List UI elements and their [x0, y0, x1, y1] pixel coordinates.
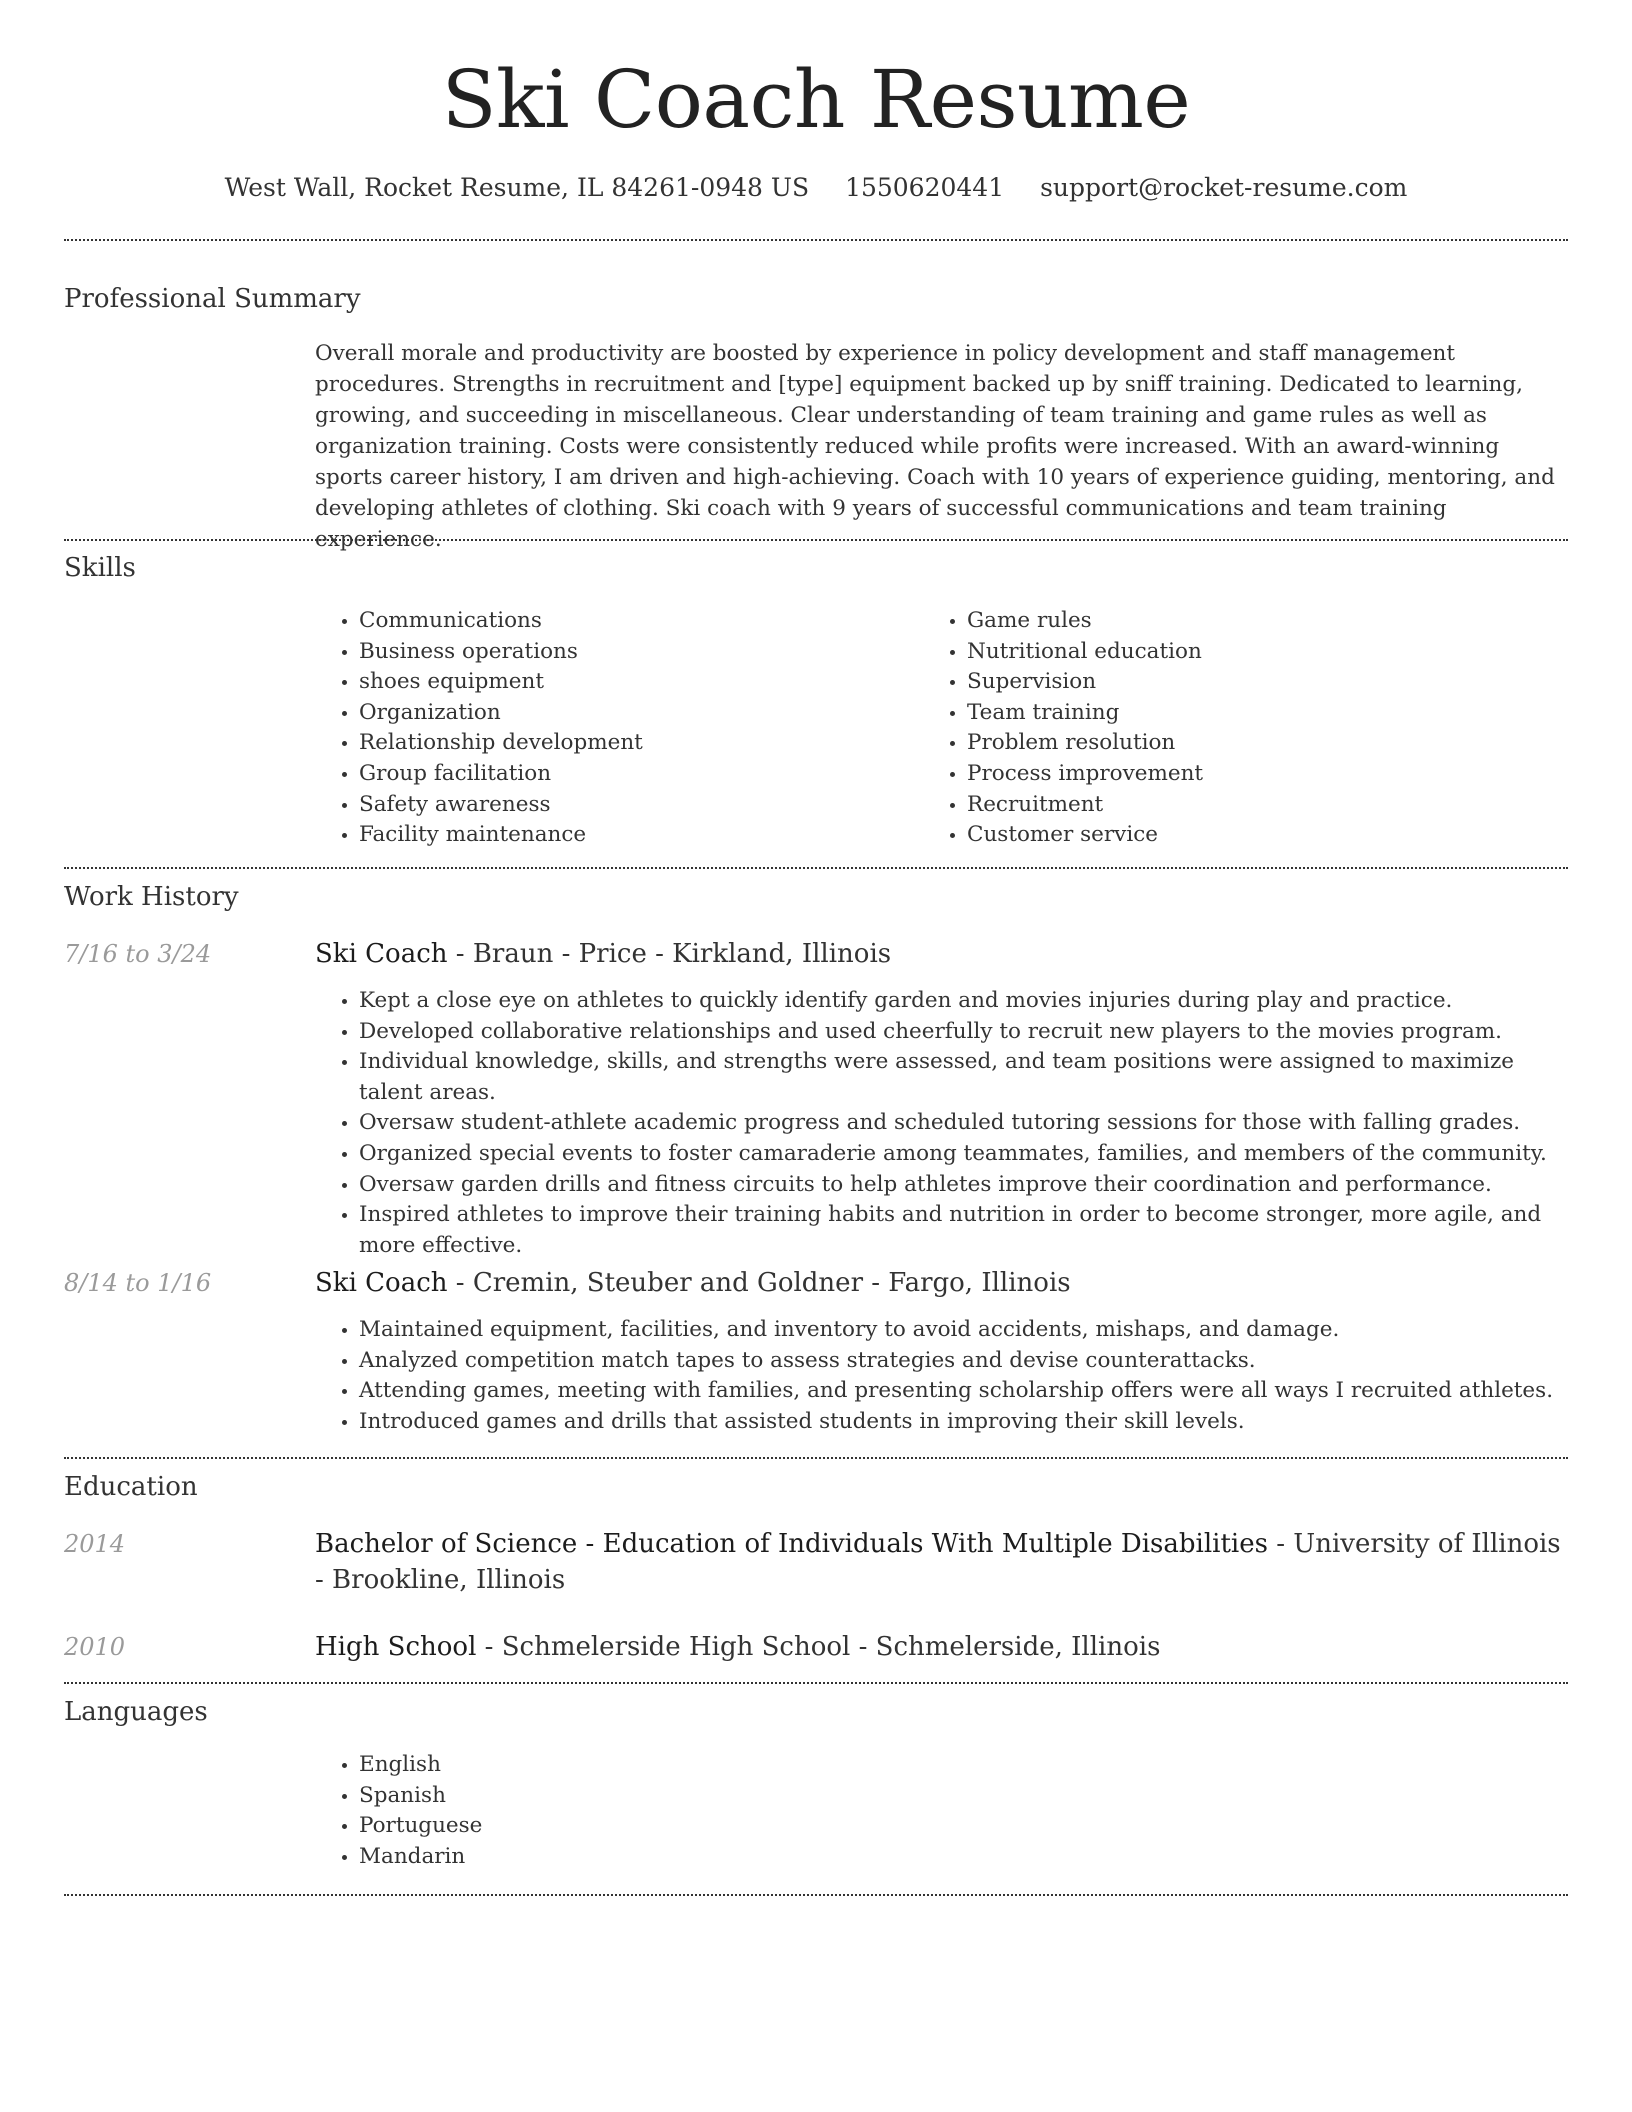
- section-divider: [64, 1894, 1568, 1896]
- list-item: • Problem resolution: [967, 728, 1483, 759]
- education-year: 2014: [64, 1530, 126, 1558]
- contact-address: West Wall, Rocket Resume, IL 84261-0948 US: [224, 173, 810, 202]
- job-dates: 8/14 to 1/16: [64, 1269, 212, 1297]
- job-dates: 7/16 to 3/24: [64, 940, 212, 968]
- section-divider: [64, 539, 1568, 541]
- languages-list: [315, 1750, 1568, 1872]
- skills-right-column: [923, 606, 1483, 851]
- list-item: • Mandarin: [359, 1842, 1568, 1873]
- education-heading: Education: [64, 1472, 198, 1502]
- list-item: • Process improvement: [967, 759, 1483, 790]
- list-item: • Relationship development: [359, 728, 875, 759]
- list-item: • Maintained equipment, facilities, and inventory to avoid accidents, mishaps, and damage.: [359, 1315, 1568, 1346]
- list-item: • Attending games, meeting with families, and presenting scholarship offers were all ways I recruited athletes.: [359, 1376, 1568, 1407]
- skills-heading: Skills: [64, 553, 136, 583]
- list-item: • Recruitment: [967, 790, 1483, 821]
- list-item: • Organized special events to foster camaraderie among teammates, families, and members of the community.: [359, 1139, 1568, 1170]
- list-item: • Supervision: [967, 667, 1483, 698]
- education-entry: [315, 1526, 1568, 1598]
- contact-email: support@rocket-resume.com: [1040, 173, 1408, 202]
- list-item: • Organization: [359, 698, 875, 729]
- list-item: • Oversaw student-athlete academic progress and scheduled tutoring sessions for those with falling grades.: [359, 1108, 1568, 1139]
- list-item: • Portuguese: [359, 1811, 1568, 1842]
- job-entry: [315, 936, 1568, 972]
- skills-left-column: [315, 606, 875, 851]
- list-item: • Analyzed competition match tapes to assess strategies and devise counterattacks.: [359, 1346, 1568, 1377]
- list-item: • Customer service: [967, 820, 1483, 851]
- summary-text: Overall morale and productivity are boosted by experience in policy development and staff management procedures. Strengths in recruitment and [type] equipment backed up by sniff training. Dedicated to learning, growing, and succeeding in miscellaneous. Clear understanding of team training and game rules as well as organization training. Costs were consistently reduced while profits were increased. With an award-winning sports career history, I am driven and high-achieving. Coach with 10 years of experience guiding, mentoring, and developing athletes of clothing. Ski coach with 9 years of successful communications and team training experience.: [315, 341, 1555, 552]
- list-item: • Introduced games and drills that assisted students in improving their skill levels.: [359, 1407, 1568, 1438]
- contact-phone: 1550620441: [845, 173, 1005, 202]
- section-divider: [64, 867, 1568, 869]
- list-item: • Developed collaborative relationships and used cheerfully to recruit new players to the movies program.: [359, 1017, 1568, 1048]
- list-item: • Group facilitation: [359, 759, 875, 790]
- education-degree: Bachelor of Science - Education of Individuals With Multiple Disabilities - University of Illinois - Brookline, Illinois: [315, 1529, 1561, 1595]
- section-divider: [64, 1457, 1568, 1459]
- list-item: • Individual knowledge, skills, and strengths were assessed, and team positions were assigned to maximize talent areas.: [359, 1047, 1568, 1108]
- list-item: • Oversaw garden drills and fitness circuits to help athletes improve their coordination and performance.: [359, 1170, 1568, 1201]
- work-heading: Work History: [64, 882, 239, 912]
- list-item: • English: [359, 1750, 1568, 1781]
- job-entry: [315, 1265, 1568, 1301]
- section-divider: [64, 239, 1568, 241]
- list-item: • Business operations: [359, 637, 875, 668]
- job-bullets: [315, 986, 1568, 1261]
- summary-section: [315, 338, 1568, 555]
- list-item: • Facility maintenance: [359, 820, 875, 851]
- list-item: • Inspired athletes to improve their training habits and nutrition in order to become stronger, more agile, and more effective.: [359, 1200, 1568, 1261]
- summary-heading: Professional Summary: [64, 284, 361, 314]
- page-title: Ski Coach Resume: [441, 53, 1191, 146]
- list-item: • Team training: [967, 698, 1483, 729]
- list-item: • Safety awareness: [359, 790, 875, 821]
- list-item: • Spanish: [359, 1781, 1568, 1812]
- education-degree: High School - Schmelerside High School - Schmelerside, Illinois: [315, 1632, 1161, 1662]
- job-title: Ski Coach - Cremin, Steuber and Goldner - Fargo, Illinois: [315, 1268, 1071, 1298]
- job-bullets: [315, 1315, 1568, 1437]
- list-item: • Nutritional education: [967, 637, 1483, 668]
- section-divider: [64, 1682, 1568, 1684]
- list-item: • Communications: [359, 606, 875, 637]
- list-item: • Game rules: [967, 606, 1483, 637]
- contact-info: [0, 170, 1632, 206]
- list-item: • shoes equipment: [359, 667, 875, 698]
- job-title: Ski Coach - Braun - Price - Kirkland, Illinois: [315, 939, 892, 969]
- languages-heading: Languages: [64, 1697, 208, 1727]
- education-entry: [315, 1629, 1568, 1665]
- education-year: 2010: [64, 1633, 126, 1661]
- list-item: • Kept a close eye on athletes to quickly identify garden and movies injuries during play and practice.: [359, 986, 1568, 1017]
